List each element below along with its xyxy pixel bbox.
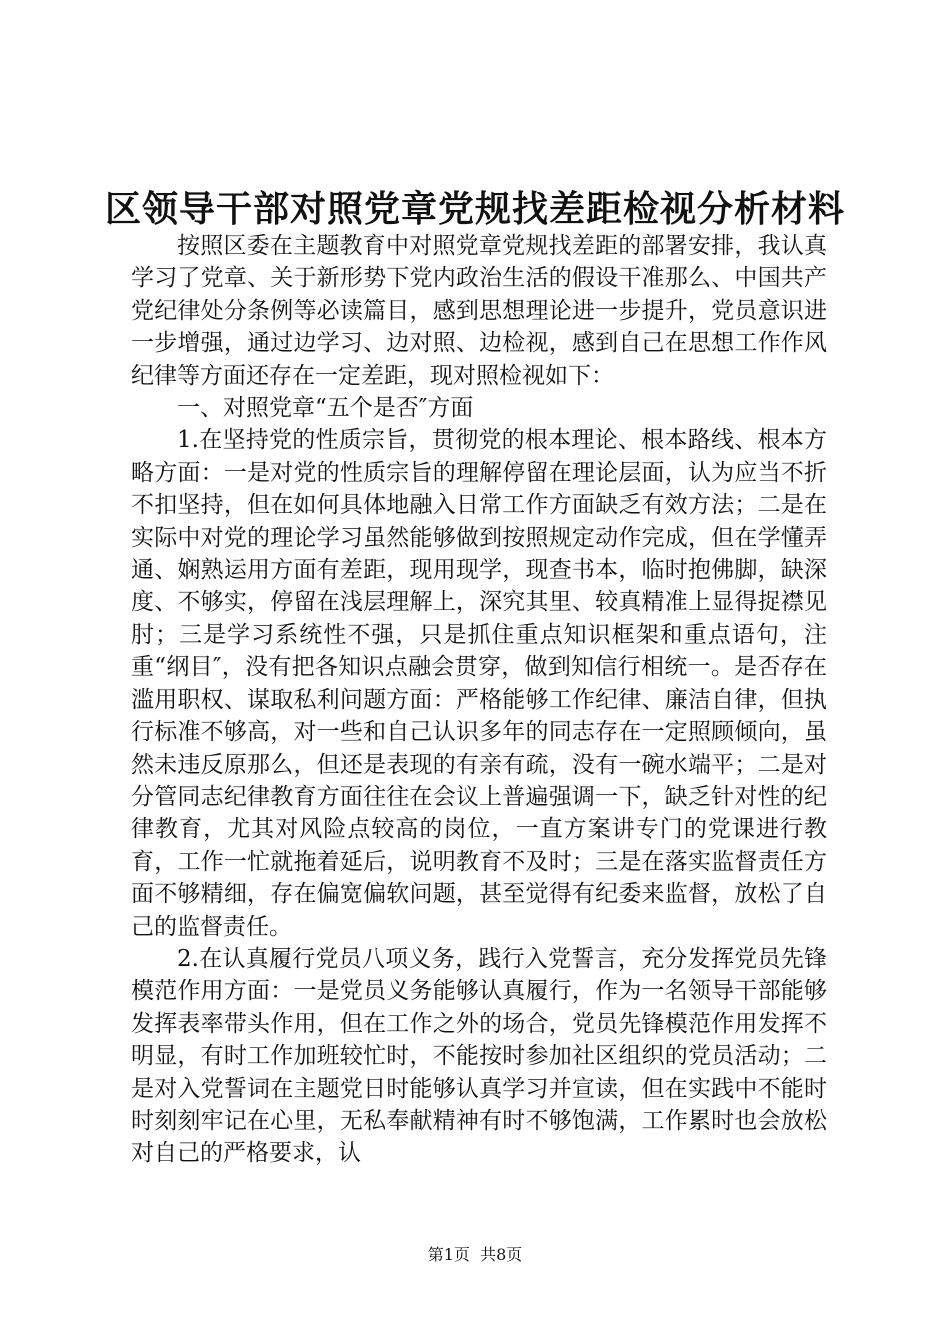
page-footer: [0, 1244, 950, 1266]
page-number: 第1页 共8页: [427, 1245, 523, 1264]
paragraph-item-2: 2.在认真履行党员八项义务，践行入党誓言，充分发挥党员先锋模范作用方面：一是党员义务能够认真履行，作为一名领导干部能够发挥表率带头作用，但在工作之外的场合，党员先锋模范作用发挥不明显，有时工作加班较忙时，不能按时参加社区组织的党员活动；二是对入党誓词在主题党日时能够认真学习并宣读，但在实践中不能时时刻刻牢记在心里，无私奉献精神有时不够饱满，工作累时也会放松对自己的严格要求，认: [131, 945, 827, 1167]
document-title: 区领导干部对照党章党规找差距检视分析材料: [104, 188, 845, 230]
section-heading: 一、对照党章“五个是否″方面: [177, 395, 474, 422]
paragraph-intro: 按照区委在主题教育中对照党章党规找差距的部署安排，我认真学习了党章、关于新形势下党内政治生活的假设干准那么、中国共产党纪律处分条例等必读篇目，感到思想理论进一步提升，党员意识进一步增强，通过边学习、边对照、边检视，感到自己在思想工作作风纪律等方面还存在一定差距，现对照检视如下：: [131, 233, 827, 389]
document-body: [131, 230, 827, 1170]
paragraph-item-1: 1.在坚持党的性质宗旨，贯彻党的根本理论、根本路线、根本方略方面：一是对党的性质宗旨的理解停留在理论层面，认为应当不折不扣坚持，但在如何具体地融入日常工作方面缺乏有效方法；二是在实际中对党的理论学习虽然能够做到按照规定动作完成，但在学懂弄通、娴熟运用方面有差距，现用现学，现查书本，临时抱佛脚，缺深度、不够实，停留在浅层理解上，深究其里、较真精准上显得捉襟见肘；三是学习系统性不强，只是抓住重点知识框架和重点语句，注重“纲目″，没有把各知识点融会贯穿，做到知信行相统一。是否存在滥用职权、谋取私利问题方面：严格能够工作纪律、廉洁自律，但执行标准不够高，对一些和自己认识多年的同志存在一定照顾倾向，虽然未违反原那么，但还是表现的有亲有疏，没有一碗水端平；二是对分管同志纪律教育方面往往在会议上普遍强调一下，缺乏针对性的纪律教育，尤其对风险点较高的岗位，一直方案讲专门的党课进行教育，工作一忙就拖着延后，说明教育不及时；三是在落实监督责任方面不够精细，存在偏宽偏软问题，甚至觉得有纪委来监督，放松了自己的监督责任。: [131, 427, 827, 940]
